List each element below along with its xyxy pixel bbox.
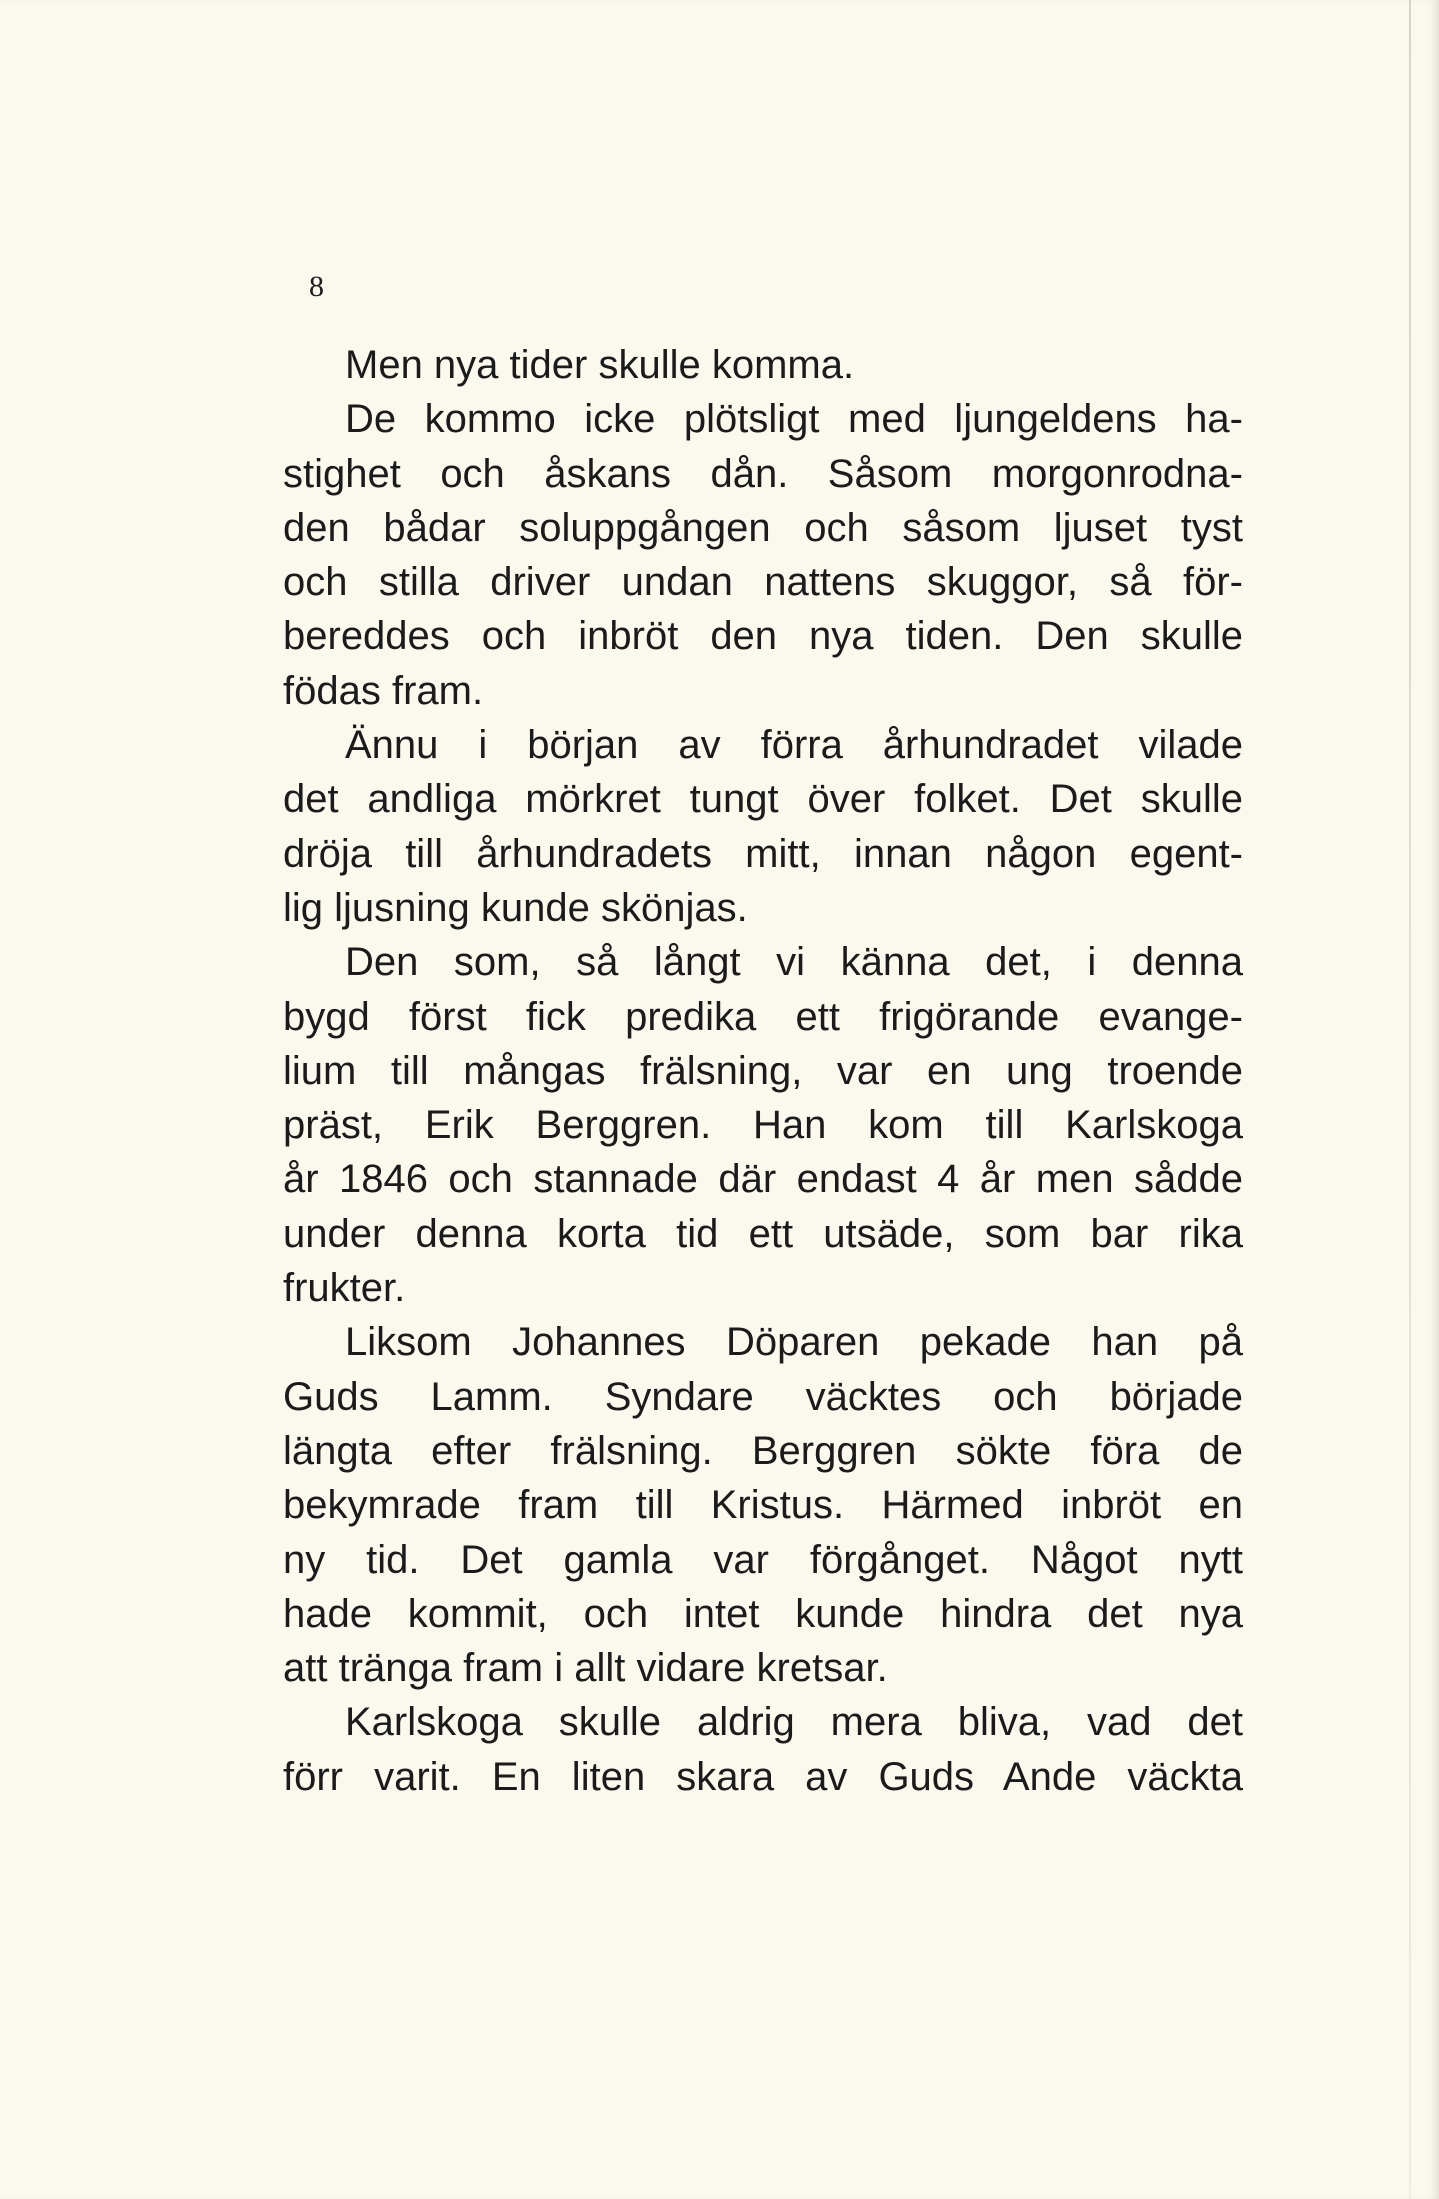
text-line: år 1846 och stannade där endast 4 år men sådde bbox=[283, 1157, 1243, 1202]
text-line: lig ljusning kunde skönjas. bbox=[283, 885, 748, 930]
text-line: Guds Lamm. Syndare väcktes och började bbox=[283, 1374, 1243, 1419]
text-line: den bådar soluppgången och såsom ljuset tyst bbox=[283, 505, 1243, 550]
text-line: längta efter frälsning. Berggren sökte föra de bbox=[283, 1428, 1243, 1473]
text-line: Men nya tider skulle komma. bbox=[345, 343, 855, 387]
text-line: att tränga fram i allt vidare kretsar. bbox=[283, 1646, 888, 1691]
text-line: Karlskoga skulle aldrig mera bliva, vad det bbox=[345, 1700, 1243, 1745]
paragraph-5 bbox=[283, 1315, 1243, 1695]
text-line: det andliga mörkret tungt över folket. Det skulle bbox=[283, 777, 1243, 822]
page-number: 8 bbox=[309, 270, 324, 303]
text-line: bygd först fick predika ett frigörande evange- bbox=[283, 994, 1243, 1039]
text-line: ny tid. Det gamla var förgånget. Något nytt bbox=[283, 1537, 1243, 1582]
text-line: präst, Erik Berggren. Han kom till Karlskoga bbox=[283, 1103, 1243, 1148]
text-line: födas fram. bbox=[283, 668, 484, 713]
text-line: frukter. bbox=[283, 1266, 406, 1311]
text-line: lium till mångas frälsning, var en ung troende bbox=[283, 1048, 1243, 1093]
paragraph-6 bbox=[283, 1695, 1243, 1804]
text-line: Liksom Johannes Döparen pekade han på bbox=[345, 1320, 1243, 1365]
body-text bbox=[283, 338, 1243, 1804]
text-line: hade kommit, och intet kunde hindra det nya bbox=[283, 1591, 1243, 1636]
text-line: bereddes och inbröt den nya tiden. Den skulle bbox=[283, 614, 1243, 659]
paragraph-1 bbox=[283, 338, 1243, 392]
paragraph-3 bbox=[283, 718, 1243, 935]
paragraph-4 bbox=[283, 935, 1243, 1315]
text-line: förr varit. En liten skara av Guds Ande väckta bbox=[283, 1754, 1243, 1799]
page-edge-shadow bbox=[1409, 0, 1411, 2199]
text-line: Den som, så långt vi känna det, i denna bbox=[345, 940, 1243, 985]
text-line: stighet och åskans dån. Såsom morgonrodna- bbox=[283, 451, 1243, 496]
text-line: Ännu i början av förra århundradet vilade bbox=[345, 723, 1243, 768]
text-line: och stilla driver undan nattens skuggor, så för- bbox=[283, 560, 1243, 605]
text-line: dröja till århundradets mitt, innan någon egent- bbox=[283, 831, 1243, 876]
text-line: under denna korta tid ett utsäde, som bar rika bbox=[283, 1211, 1243, 1256]
text-line: De kommo icke plötsligt med ljungeldens ha- bbox=[345, 397, 1243, 442]
text-line: bekymrade fram till Kristus. Härmed inbröt en bbox=[283, 1483, 1243, 1528]
paragraph-2 bbox=[283, 392, 1243, 718]
